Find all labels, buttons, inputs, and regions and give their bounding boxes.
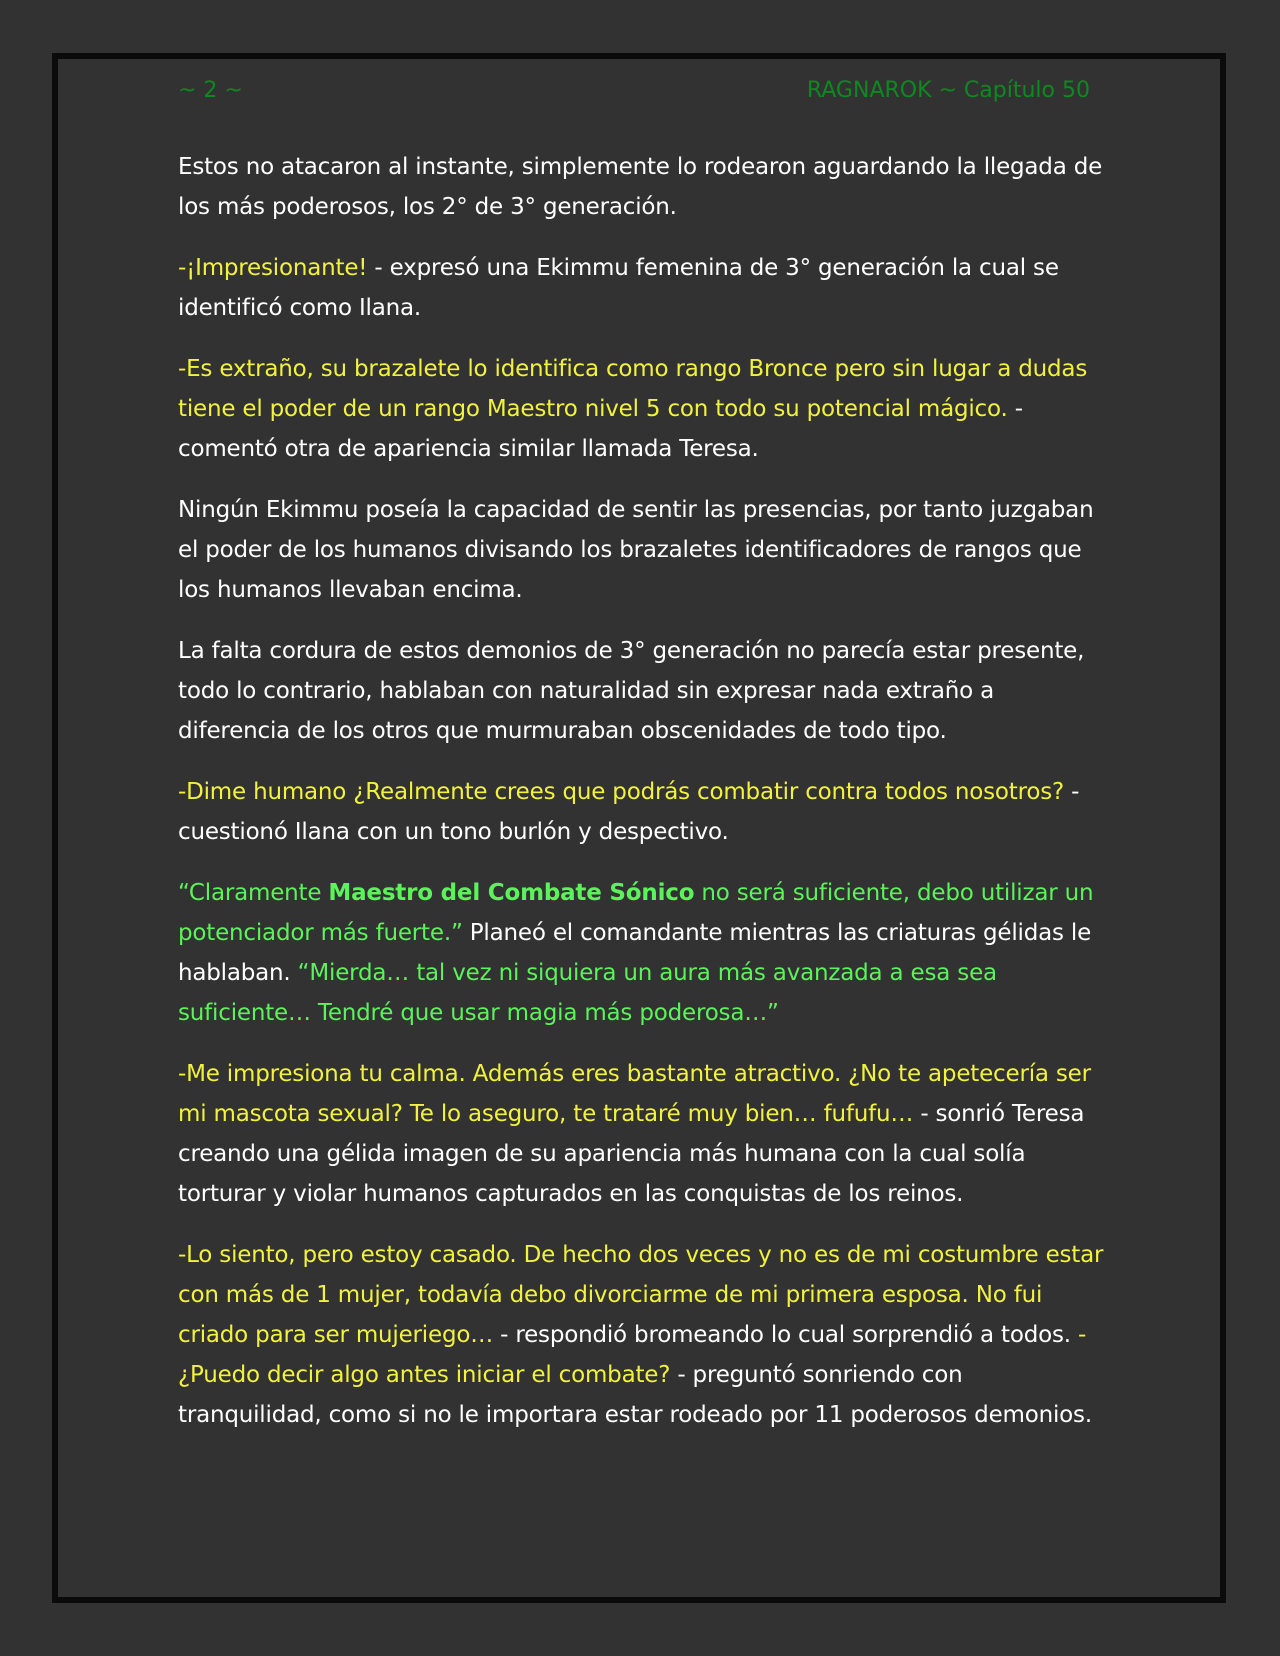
narration-text: - preguntó sonriendo con tranquilidad, como si no le importara estar rodeado por 11 poderosos demonios.: [178, 1362, 1092, 1428]
narration-text: La falta cordura de estos demonios de 3° generación no parecía estar presente, todo lo contrario, hablaban con naturalidad sin expresar nada extraño a diferencia de los otros que murmuraban obscenidades de todo tipo.: [178, 638, 1085, 744]
running-title: RAGNAROK ~ Capítulo 50: [806, 78, 1090, 103]
chapter-text: [178, 147, 1108, 1456]
thought-text: “Claramente: [178, 880, 329, 906]
paragraph-dialogue-ilana: [178, 248, 1108, 328]
thought-text: “Mierda… tal vez ni siquiera un aura más avanzada a esa sea suficiente… Tendré que usar magia más poderosa…”: [178, 960, 997, 1026]
dialogue-text: -Es extraño, su brazalete lo identifica como rango Bronce pero sin lugar a dudas tiene el poder de un rango Maestro nivel 5 con todo su potencial mágico.: [178, 356, 1088, 422]
paragraph-dialogue-teresa: [178, 349, 1108, 469]
dialogue-text: -Dime humano ¿Realmente crees que podrás combatir contra todos nosotros?: [178, 779, 1064, 805]
narration-text: Planeó el comandante mientras las criaturas gélidas le hablaban.: [178, 920, 1092, 986]
thought-text: no será suficiente, debo utilizar un potenciador más fuerte.”: [178, 880, 1094, 946]
dialogue-text: -Me impresiona tu calma. Además eres bastante atractivo. ¿No te apetecería ser mi mascota sexual? Te lo aseguro, te trataré muy bien… fufufu…: [178, 1061, 1091, 1127]
narration-text: Estos no atacaron al instante, simplemente lo rodearon aguardando la llegada de los más poderosos, los 2° de 3° generación.: [178, 154, 1103, 220]
paragraph-dialogue-commander: [178, 1235, 1108, 1435]
dialogue-text: -¡Impresionante!: [178, 255, 368, 281]
page-header: [178, 78, 1090, 108]
paragraph-narration-3: [178, 631, 1108, 751]
paragraph-thought: [178, 873, 1108, 1033]
paragraph-dialogue-teresa-2: [178, 1054, 1108, 1214]
paragraph-narration-2: [178, 490, 1108, 610]
narration-text: - respondió bromeando lo cual sorprendió a todos.: [493, 1322, 1078, 1348]
paragraph-dialogue-ilana-2: [178, 772, 1108, 852]
page-number: ~ 2 ~: [178, 78, 243, 103]
dialogue-text: -Lo siento, pero estoy casado. De hecho dos veces y no es de mi costumbre estar con más de 1 mujer, todavía debo divorciarme de mi primera esposa. No fui criado para ser mujeriego…: [178, 1242, 1104, 1348]
narration-text: - comentó otra de apariencia similar llamada Teresa.: [178, 396, 1023, 462]
narration-text: - sonrió Teresa creando una gélida imagen de su apariencia más humana con la cual solía torturar y violar humanos capturados en las conquistas de los reinos.: [178, 1101, 1085, 1207]
narration-text: Ningún Ekimmu poseía la capacidad de sentir las presencias, por tanto juzgaban el poder de los humanos divisando los brazaletes identificadores de rangos que los humanos llevaban encima.: [178, 497, 1094, 603]
narration-text: - expresó una Ekimmu femenina de 3° generación la cual se identificó como Ilana.: [178, 255, 1059, 321]
paragraph-narration-1: [178, 147, 1108, 227]
dialogue-text: - ¿Puedo decir algo antes iniciar el combate?: [178, 1322, 1087, 1388]
narration-text: - cuestionó Ilana con un tono burlón y despectivo.: [178, 779, 1080, 845]
skill-name: Maestro del Combate Sónico: [328, 880, 695, 906]
